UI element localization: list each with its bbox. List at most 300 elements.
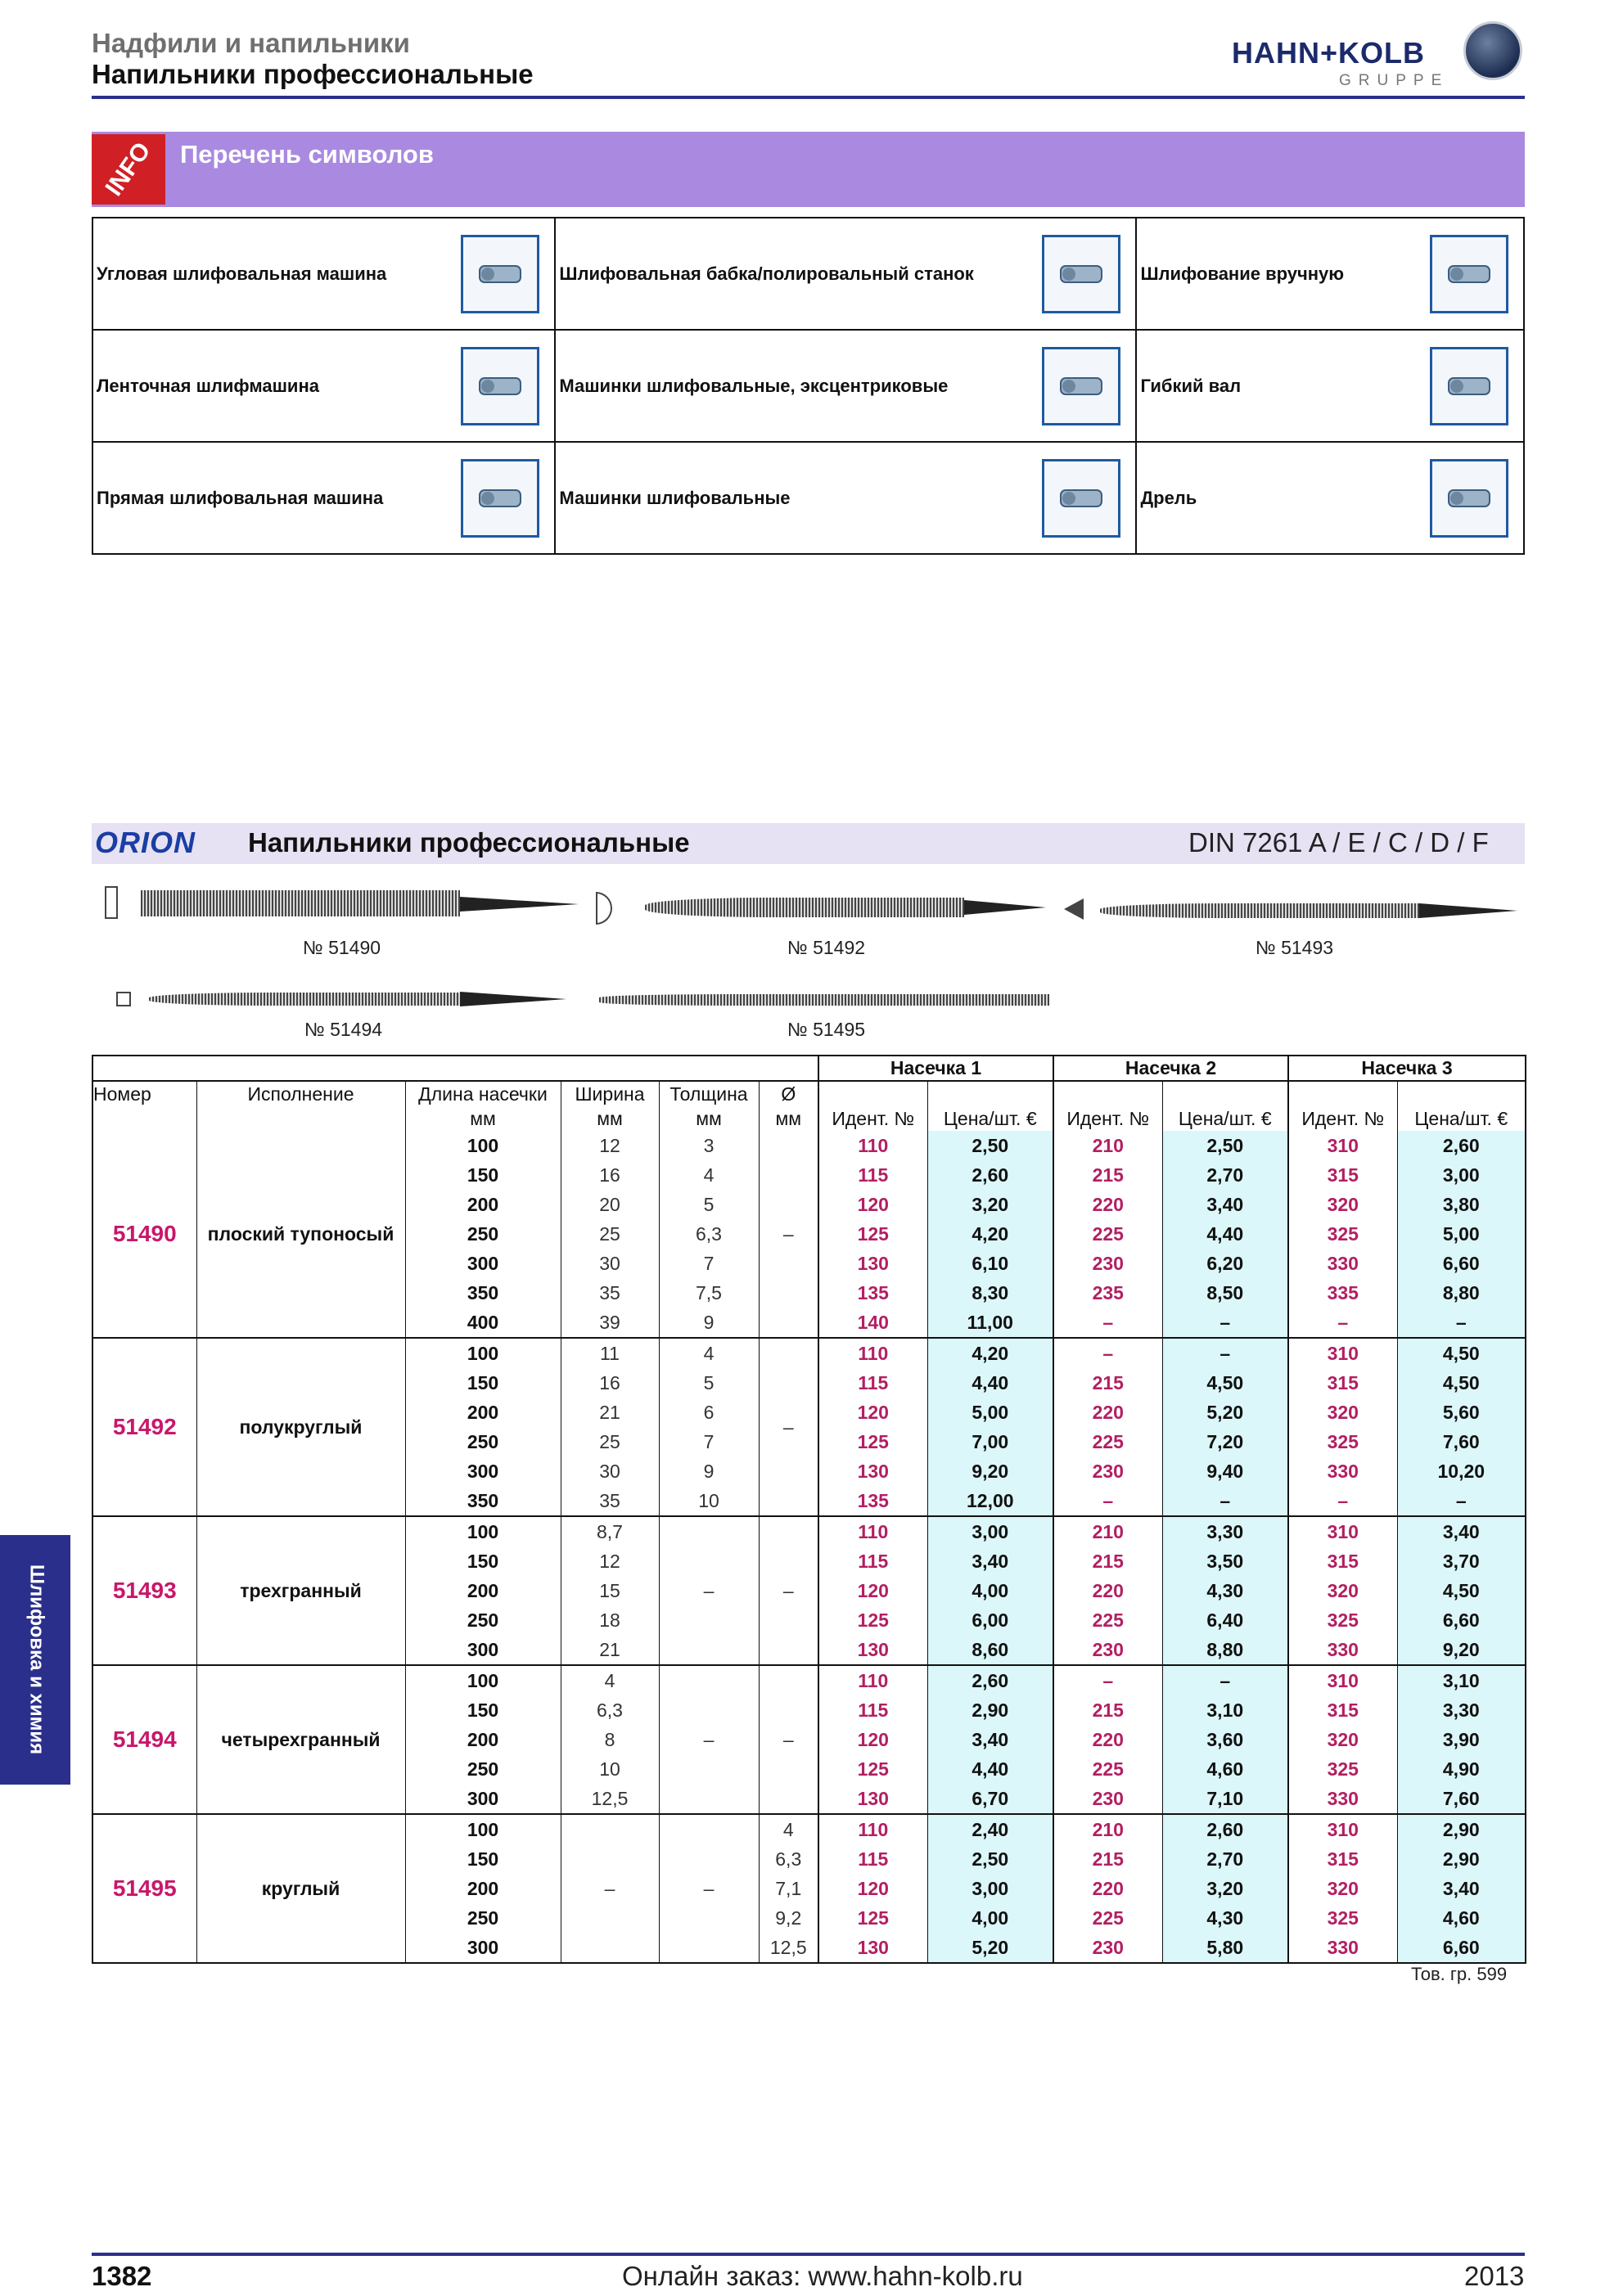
width-cell: 12,5 xyxy=(561,1784,659,1814)
ident-number-1: 130 xyxy=(818,1249,927,1278)
price-1: 3,00 xyxy=(927,1516,1053,1546)
cut-length: 300 xyxy=(405,1784,561,1814)
cut-length: 300 xyxy=(405,1456,561,1486)
price-1: 2,40 xyxy=(927,1814,1053,1844)
cut-length: 100 xyxy=(405,1814,561,1844)
symbols-row xyxy=(92,218,1524,330)
price-3: – xyxy=(1397,1308,1526,1338)
price-2: 4,30 xyxy=(1162,1903,1288,1933)
price-3: 4,50 xyxy=(1397,1368,1526,1398)
price-1: 12,00 xyxy=(927,1486,1053,1516)
cut-length: 100 xyxy=(405,1516,561,1546)
brand-emblem-icon xyxy=(1463,21,1522,80)
price-1: 5,20 xyxy=(927,1933,1053,1963)
cut-length: 100 xyxy=(405,1338,561,1368)
price-3: 2,90 xyxy=(1397,1814,1526,1844)
price-1: 2,90 xyxy=(927,1695,1053,1725)
price-3: 8,80 xyxy=(1397,1278,1526,1308)
symbol-cell xyxy=(1136,218,1524,330)
cut-length: 150 xyxy=(405,1546,561,1576)
cut-length: 100 xyxy=(405,1131,561,1160)
price-1: 3,40 xyxy=(927,1546,1053,1576)
price-1: 11,00 xyxy=(927,1308,1053,1338)
file-51495-drawing xyxy=(599,994,1049,1006)
file-51495-caption: № 51495 xyxy=(787,1019,866,1040)
ident-number-1: 125 xyxy=(818,1219,927,1249)
price-3: 3,70 xyxy=(1397,1546,1526,1576)
drill-icon xyxy=(1430,459,1508,538)
price-2: 3,30 xyxy=(1162,1516,1288,1546)
ident-number-2: 210 xyxy=(1053,1814,1162,1844)
ident-number-3: 320 xyxy=(1288,1576,1397,1605)
symbol-cell xyxy=(555,330,1136,442)
ident-number-2: 235 xyxy=(1053,1278,1162,1308)
cut-length: 250 xyxy=(405,1903,561,1933)
ident-number-3: 315 xyxy=(1288,1368,1397,1398)
ident-number-1: 140 xyxy=(818,1308,927,1338)
file-51490-drawing xyxy=(141,890,460,916)
table-row xyxy=(92,1516,1526,1546)
ident-number-3: 315 xyxy=(1288,1160,1397,1190)
model-number: 51495 xyxy=(92,1814,196,1963)
thickness-cell: 7 xyxy=(659,1427,759,1456)
symbol-label: Шлифовальная бабка/полировальный станок xyxy=(559,263,974,284)
symbol-cell xyxy=(1136,442,1524,554)
price-3: 6,60 xyxy=(1397,1249,1526,1278)
file-51494-caption: № 51494 xyxy=(304,1019,383,1040)
ident-number-2: – xyxy=(1053,1308,1162,1338)
symbol-cell xyxy=(555,218,1136,330)
ident-number-2: 220 xyxy=(1053,1190,1162,1219)
ident-number-1: 135 xyxy=(818,1278,927,1308)
price-1: 2,60 xyxy=(927,1665,1053,1695)
price-3: 3,80 xyxy=(1397,1190,1526,1219)
price-1: 4,00 xyxy=(927,1576,1053,1605)
ident-number-3: 335 xyxy=(1288,1278,1397,1308)
unit-thickness: мм xyxy=(659,1106,759,1131)
ident-number-2: 225 xyxy=(1053,1605,1162,1635)
symbol-cell xyxy=(1136,330,1524,442)
ident-number-2: 225 xyxy=(1053,1427,1162,1456)
cut-length: 250 xyxy=(405,1605,561,1635)
din-standard: DIN 7261 A / E / C / D / F xyxy=(1188,827,1489,858)
price-3: 3,40 xyxy=(1397,1874,1526,1903)
thickness-cell: 4 xyxy=(659,1160,759,1190)
ident-number-1: 110 xyxy=(818,1665,927,1695)
model-design: четырехгранный xyxy=(196,1665,405,1814)
ident-number-1: 130 xyxy=(818,1784,927,1814)
cut-length: 200 xyxy=(405,1190,561,1219)
unit-diameter: мм xyxy=(759,1106,818,1131)
ident-number-2: 225 xyxy=(1053,1903,1162,1933)
price-1: 4,40 xyxy=(927,1754,1053,1784)
cut-length: 100 xyxy=(405,1665,561,1695)
file-51490-caption: № 51490 xyxy=(303,937,381,958)
file-51492-caption: № 51492 xyxy=(787,937,866,958)
ident-number-2: 215 xyxy=(1053,1844,1162,1874)
col-diameter-header: Ø xyxy=(759,1081,818,1106)
belt-sander-icon xyxy=(461,347,539,425)
price-2: 4,60 xyxy=(1162,1754,1288,1784)
diameter-cell: – xyxy=(759,1131,818,1338)
file-51490-profile-icon xyxy=(105,886,118,919)
price-1: 5,00 xyxy=(927,1398,1053,1427)
thickness-cell: 6,3 xyxy=(659,1219,759,1249)
width-cell: 25 xyxy=(561,1219,659,1249)
price-1: 2,60 xyxy=(927,1160,1053,1190)
file-51493-drawing xyxy=(1100,903,1419,918)
width-cell: 39 xyxy=(561,1308,659,1338)
ident-number-1: 130 xyxy=(818,1635,927,1665)
price-header-2: Цена/шт. € xyxy=(1162,1106,1288,1131)
thickness-cell: 9 xyxy=(659,1456,759,1486)
product-title: Напильники профессиональные xyxy=(248,827,690,858)
ident-number-3: 325 xyxy=(1288,1427,1397,1456)
product-group-note: Тов. гр. 599 xyxy=(1411,1964,1508,1984)
ident-number-1: 125 xyxy=(818,1605,927,1635)
price-1: 2,50 xyxy=(927,1131,1053,1160)
ident-number-3: – xyxy=(1288,1486,1397,1516)
symbol-label: Ленточная шлифмашина xyxy=(97,375,319,396)
price-2: 5,80 xyxy=(1162,1933,1288,1963)
symbol-label: Машинки шлифовальные, эксцентриковые xyxy=(559,375,949,396)
cut-length: 200 xyxy=(405,1576,561,1605)
ident-number-3: 325 xyxy=(1288,1605,1397,1635)
price-2: 3,50 xyxy=(1162,1546,1288,1576)
ident-number-1: 110 xyxy=(818,1338,927,1368)
ident-number-2: 220 xyxy=(1053,1398,1162,1427)
thickness-cell: 5 xyxy=(659,1368,759,1398)
symbol-cell xyxy=(92,442,555,554)
cut-length: 250 xyxy=(405,1754,561,1784)
symbols-row xyxy=(92,330,1524,442)
catalog-year: 2013 xyxy=(1464,2261,1525,2291)
width-cell: 20 xyxy=(561,1190,659,1219)
page-number: 1382 xyxy=(92,2261,152,2291)
price-2: 7,10 xyxy=(1162,1784,1288,1814)
price-3: 10,20 xyxy=(1397,1456,1526,1486)
file-51492-tang xyxy=(964,900,1046,915)
diameter-cell: – xyxy=(759,1338,818,1516)
ident-number-3: – xyxy=(1288,1308,1397,1338)
width-cell: 21 xyxy=(561,1398,659,1427)
ident-number-3: 330 xyxy=(1288,1784,1397,1814)
price-1: 4,20 xyxy=(927,1338,1053,1368)
col-width-header: Ширина xyxy=(561,1081,659,1106)
model-design: круглый xyxy=(196,1814,405,1963)
width-cell: 12 xyxy=(561,1546,659,1576)
ident-number-3: 325 xyxy=(1288,1903,1397,1933)
ident-number-3: 315 xyxy=(1288,1844,1397,1874)
price-2: 6,40 xyxy=(1162,1605,1288,1635)
price-1: 8,30 xyxy=(927,1278,1053,1308)
thickness-cell: 3 xyxy=(659,1131,759,1160)
diameter-cell: 4 xyxy=(759,1814,818,1844)
straight-grinder-icon xyxy=(461,459,539,538)
width-cell: 21 xyxy=(561,1635,659,1665)
price-3: 4,90 xyxy=(1397,1754,1526,1784)
cut-length: 250 xyxy=(405,1427,561,1456)
price-2: 2,60 xyxy=(1162,1814,1288,1844)
order-link[interactable]: Онлайн заказ: www.hahn-kolb.ru xyxy=(622,2261,1023,2291)
ident-number-3: 320 xyxy=(1288,1190,1397,1219)
width-cell: 4 xyxy=(561,1665,659,1695)
diameter-cell: 6,3 xyxy=(759,1844,818,1874)
thickness-cell: 4 xyxy=(659,1338,759,1368)
ident-header-1: Идент. № xyxy=(818,1106,927,1131)
cut-length: 300 xyxy=(405,1635,561,1665)
info-badge-icon: INFO xyxy=(92,134,165,205)
symbol-cell xyxy=(92,218,555,330)
ident-number-2: 225 xyxy=(1053,1754,1162,1784)
price-2: – xyxy=(1162,1308,1288,1338)
price-1: 4,20 xyxy=(927,1219,1053,1249)
price-3: 3,40 xyxy=(1397,1516,1526,1546)
model-number: 51493 xyxy=(92,1516,196,1665)
file-51492-profile-icon xyxy=(596,892,612,925)
ident-number-3: 310 xyxy=(1288,1665,1397,1695)
model-number: 51490 xyxy=(92,1131,196,1338)
ident-number-3: 330 xyxy=(1288,1456,1397,1486)
cut-length: 200 xyxy=(405,1874,561,1903)
diameter-cell: 7,1 xyxy=(759,1874,818,1903)
ident-number-2: 220 xyxy=(1053,1576,1162,1605)
price-1: 3,00 xyxy=(927,1874,1053,1903)
ident-number-1: 115 xyxy=(818,1695,927,1725)
ident-number-1: 115 xyxy=(818,1844,927,1874)
model-number: 51494 xyxy=(92,1665,196,1814)
width-cell: 35 xyxy=(561,1486,659,1516)
file-51494-tang xyxy=(460,992,566,1006)
ident-number-3: 315 xyxy=(1288,1695,1397,1725)
model-design: трехгранный xyxy=(196,1516,405,1665)
ident-number-3: 310 xyxy=(1288,1131,1397,1160)
thickness-cell: 7,5 xyxy=(659,1278,759,1308)
cut-length: 200 xyxy=(405,1398,561,1427)
ident-number-1: 110 xyxy=(818,1814,927,1844)
ident-number-1: 130 xyxy=(818,1456,927,1486)
table-row xyxy=(92,1814,1526,1844)
price-3: 6,60 xyxy=(1397,1933,1526,1963)
ident-number-3: 320 xyxy=(1288,1874,1397,1903)
cut-length: 300 xyxy=(405,1933,561,1963)
info-title: Перечень символов xyxy=(180,140,434,169)
price-header-1: Цена/шт. € xyxy=(927,1106,1053,1131)
unit-length: мм xyxy=(405,1106,561,1131)
ident-number-1: 120 xyxy=(818,1576,927,1605)
ident-number-3: 330 xyxy=(1288,1635,1397,1665)
ident-number-2: 210 xyxy=(1053,1516,1162,1546)
width-cell: 30 xyxy=(561,1456,659,1486)
ident-header-2: Идент. № xyxy=(1053,1106,1162,1131)
width-cell: – xyxy=(561,1814,659,1963)
ident-number-2: 230 xyxy=(1053,1933,1162,1963)
price-2: – xyxy=(1162,1338,1288,1368)
width-cell: 8,7 xyxy=(561,1516,659,1546)
price-3: 7,60 xyxy=(1397,1784,1526,1814)
ident-number-1: 125 xyxy=(818,1427,927,1456)
width-cell: 8 xyxy=(561,1725,659,1754)
ident-number-2: 220 xyxy=(1053,1725,1162,1754)
model-number: 51492 xyxy=(92,1338,196,1516)
width-cell: 18 xyxy=(561,1605,659,1635)
page-title: Напильники профессиональные xyxy=(92,59,534,89)
thickness-cell: 10 xyxy=(659,1486,759,1516)
model-design: плоский тупоносый xyxy=(196,1131,405,1338)
thickness-cell: – xyxy=(659,1516,759,1665)
table-row xyxy=(92,1131,1526,1160)
price-3: 4,50 xyxy=(1397,1338,1526,1368)
price-3: 4,60 xyxy=(1397,1903,1526,1933)
group-header-1: Насечка 1 xyxy=(818,1056,1053,1081)
header-divider xyxy=(92,96,1525,99)
price-2: 2,70 xyxy=(1162,1160,1288,1190)
ident-number-2: – xyxy=(1053,1486,1162,1516)
price-3: 5,00 xyxy=(1397,1219,1526,1249)
ident-number-3: 320 xyxy=(1288,1398,1397,1427)
cut-length: 350 xyxy=(405,1278,561,1308)
ident-number-1: 130 xyxy=(818,1933,927,1963)
col-design-header: Исполнение xyxy=(196,1081,405,1106)
thickness-cell: 5 xyxy=(659,1190,759,1219)
width-cell: 11 xyxy=(561,1338,659,1368)
section-side-tab[interactable]: Шлифовка и химия xyxy=(0,1535,70,1785)
price-1: 2,50 xyxy=(927,1844,1053,1874)
cut-length: 200 xyxy=(405,1725,561,1754)
ident-number-1: 120 xyxy=(818,1398,927,1427)
thickness-cell: – xyxy=(659,1665,759,1814)
ident-number-3: 330 xyxy=(1288,1249,1397,1278)
thickness-cell: 9 xyxy=(659,1308,759,1338)
symbol-label: Прямая шлифовальная машина xyxy=(97,487,384,508)
ident-number-1: 120 xyxy=(818,1190,927,1219)
diameter-cell: – xyxy=(759,1665,818,1814)
ident-number-3: 320 xyxy=(1288,1725,1397,1754)
price-1: 6,70 xyxy=(927,1784,1053,1814)
price-2: 2,70 xyxy=(1162,1844,1288,1874)
ident-number-1: 120 xyxy=(818,1725,927,1754)
ident-number-2: 210 xyxy=(1053,1131,1162,1160)
ident-number-3: 315 xyxy=(1288,1546,1397,1576)
diameter-cell: – xyxy=(759,1516,818,1665)
symbols-row xyxy=(92,442,1524,554)
cut-length: 300 xyxy=(405,1249,561,1278)
symbol-label: Дрель xyxy=(1140,487,1197,508)
cut-length: 150 xyxy=(405,1368,561,1398)
price-2: 8,50 xyxy=(1162,1278,1288,1308)
thickness-cell: 7 xyxy=(659,1249,759,1278)
model-design: полукруглый xyxy=(196,1338,405,1516)
group-header-3: Насечка 3 xyxy=(1288,1056,1526,1081)
ident-number-3: 325 xyxy=(1288,1754,1397,1784)
file-51494-drawing xyxy=(149,993,460,1006)
price-2: – xyxy=(1162,1665,1288,1695)
ident-number-2: 230 xyxy=(1053,1784,1162,1814)
brand-logo-sub: GRUPPE xyxy=(1339,72,1449,89)
ident-number-2: 230 xyxy=(1053,1456,1162,1486)
price-1: 4,40 xyxy=(927,1368,1053,1398)
ident-number-1: 125 xyxy=(818,1903,927,1933)
price-2: 4,30 xyxy=(1162,1576,1288,1605)
diameter-cell: 12,5 xyxy=(759,1933,818,1963)
cut-length: 150 xyxy=(405,1844,561,1874)
price-1: 6,10 xyxy=(927,1249,1053,1278)
width-cell: 30 xyxy=(561,1249,659,1278)
price-table xyxy=(92,1055,1526,1964)
price-1: 8,60 xyxy=(927,1635,1053,1665)
ident-number-1: 115 xyxy=(818,1160,927,1190)
width-cell: 10 xyxy=(561,1754,659,1784)
symbol-label: Гибкий вал xyxy=(1140,375,1242,396)
ident-number-3: 310 xyxy=(1288,1814,1397,1844)
price-2: 3,10 xyxy=(1162,1695,1288,1725)
price-3: 3,10 xyxy=(1397,1665,1526,1695)
price-2: 5,20 xyxy=(1162,1398,1288,1427)
price-2: 4,40 xyxy=(1162,1219,1288,1249)
price-2: – xyxy=(1162,1486,1288,1516)
angle-grinder-icon xyxy=(461,235,539,313)
ident-number-1: 110 xyxy=(818,1131,927,1160)
unit-width: мм xyxy=(561,1106,659,1131)
width-cell: 12 xyxy=(561,1131,659,1160)
price-2: 8,80 xyxy=(1162,1635,1288,1665)
ident-number-2: 215 xyxy=(1053,1546,1162,1576)
symbol-cell xyxy=(555,442,1136,554)
ident-number-2: 215 xyxy=(1053,1695,1162,1725)
page-category: Надфили и напильники xyxy=(92,28,410,58)
price-3: 3,30 xyxy=(1397,1695,1526,1725)
ident-number-2: – xyxy=(1053,1665,1162,1695)
price-2: 3,40 xyxy=(1162,1190,1288,1219)
ident-number-1: 110 xyxy=(818,1516,927,1546)
col-thickness-header: Толщина xyxy=(659,1081,759,1106)
price-3: 5,60 xyxy=(1397,1398,1526,1427)
price-3: 3,90 xyxy=(1397,1725,1526,1754)
price-2: 2,50 xyxy=(1162,1131,1288,1160)
group-header-2: Насечка 2 xyxy=(1053,1056,1288,1081)
col-length-header: Длина насечки xyxy=(405,1081,561,1106)
price-3: 2,60 xyxy=(1397,1131,1526,1160)
eccentric-sander-icon xyxy=(1042,347,1120,425)
file-51494-profile-icon xyxy=(116,992,131,1006)
width-cell: 16 xyxy=(561,1368,659,1398)
price-3: – xyxy=(1397,1486,1526,1516)
price-1: 3,40 xyxy=(927,1725,1053,1754)
cut-length: 250 xyxy=(405,1219,561,1249)
hand-sanding-icon xyxy=(1430,235,1508,313)
symbol-label: Машинки шлифовальные xyxy=(559,487,791,508)
ident-number-1: 115 xyxy=(818,1368,927,1398)
col-number-header: Номер xyxy=(92,1081,196,1106)
price-3: 6,60 xyxy=(1397,1605,1526,1635)
ident-number-2: 225 xyxy=(1053,1219,1162,1249)
price-2: 7,20 xyxy=(1162,1427,1288,1456)
file-51493-tang xyxy=(1419,903,1517,918)
price-1: 4,00 xyxy=(927,1903,1053,1933)
ident-number-1: 115 xyxy=(818,1546,927,1576)
flexible-shaft-icon xyxy=(1430,347,1508,425)
cut-length: 150 xyxy=(405,1695,561,1725)
price-2: 9,40 xyxy=(1162,1456,1288,1486)
symbols-table xyxy=(92,217,1525,555)
ident-number-1: 125 xyxy=(818,1754,927,1784)
file-51493-caption: № 51493 xyxy=(1256,937,1334,958)
price-3: 2,90 xyxy=(1397,1844,1526,1874)
width-cell: 25 xyxy=(561,1427,659,1456)
price-3: 4,50 xyxy=(1397,1576,1526,1605)
price-3: 3,00 xyxy=(1397,1160,1526,1190)
price-1: 3,20 xyxy=(927,1190,1053,1219)
